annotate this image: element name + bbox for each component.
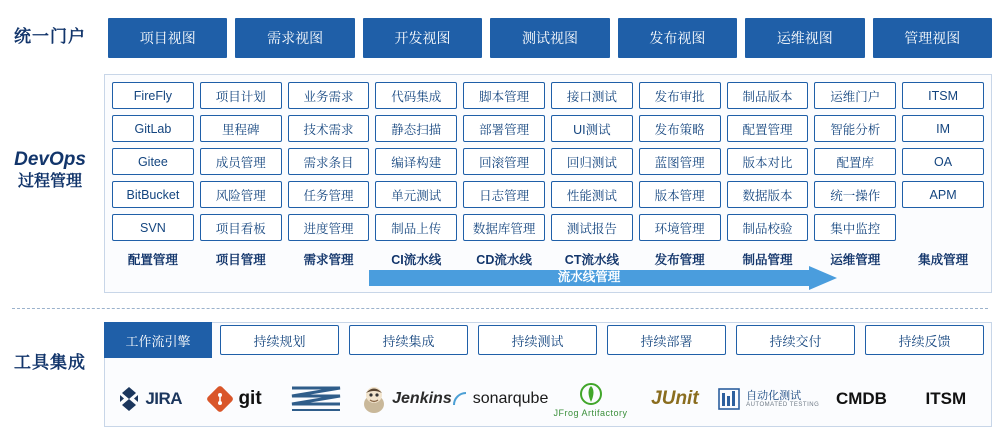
tool-logo-jfrog (548, 381, 632, 418)
portal-view-operations[interactable]: 运维视图 (745, 18, 864, 58)
tool-logo-jenkins-label: Jenkins (392, 390, 452, 407)
jira-icon (118, 386, 140, 412)
tool-logo-sonarqube-label: sonarqube (472, 390, 549, 407)
column-cd-pipeline (463, 82, 545, 269)
portal-view-project[interactable]: 项目视图 (108, 18, 227, 58)
column-title-requirement-management: 需求管理 (303, 253, 354, 267)
column-project-management (200, 82, 282, 269)
cell-code-integration[interactable]: 代码集成 (375, 82, 457, 109)
tool-logo-sonarqube (452, 390, 549, 408)
cell-technical-requirement[interactable]: 技术需求 (288, 115, 370, 142)
tool-logo-automation-test-label: 自动化测试 (746, 389, 802, 402)
pipeline-arrow-label: 流水线管理 (557, 270, 621, 284)
row-label-devops-en: DevOps (14, 149, 86, 170)
column-title-integration-management: 集成管理 (918, 253, 969, 267)
cell-interface-test[interactable]: 接口测试 (551, 82, 633, 109)
cell-unified-operation[interactable]: 统一操作 (814, 181, 896, 208)
cell-project-plan[interactable]: 项目计划 (200, 82, 282, 109)
portal-view-test[interactable]: 测试视图 (490, 18, 609, 58)
cell-performance-test[interactable]: 性能测试 (551, 181, 633, 208)
column-release-management (639, 82, 721, 269)
column-title-operations-management: 运维管理 (830, 253, 881, 267)
cell-regression-test[interactable]: 回归测试 (551, 148, 633, 175)
git-icon (207, 386, 233, 412)
tool-logo-git (192, 386, 276, 412)
cell-member-management[interactable]: 成员管理 (200, 148, 282, 175)
cell-release-strategy[interactable]: 发布策略 (639, 115, 721, 142)
tool-logo-junit (633, 388, 717, 410)
cell-config-library[interactable]: 配置库 (814, 148, 896, 175)
cell-static-scan[interactable]: 静态扫描 (375, 115, 457, 142)
column-ct-pipeline (551, 82, 633, 269)
workflow-row (104, 322, 992, 358)
column-title-cd-pipeline: CD流水线 (476, 253, 532, 267)
column-title-ct-pipeline: CT流水线 (564, 253, 619, 267)
tool-logo-automation-test (717, 386, 819, 412)
cell-risk-management[interactable]: 风险管理 (200, 181, 282, 208)
cell-project-board[interactable]: 项目看板 (200, 214, 282, 241)
cell-rollback-management[interactable]: 回滚管理 (463, 148, 545, 175)
portal-view-requirement[interactable]: 需求视图 (235, 18, 354, 58)
tool-logo-junit-label: JUnit (651, 388, 699, 409)
pipeline-arrow (369, 267, 842, 289)
cell-unit-test[interactable]: 单元测试 (375, 181, 457, 208)
cell-ui-test[interactable]: UI测试 (551, 115, 633, 142)
tool-logo-itsm (904, 389, 988, 409)
row-label-devops (0, 148, 100, 192)
workflow-stage-delivery[interactable]: 持续交付 (736, 325, 855, 355)
column-config-management (112, 82, 194, 269)
cell-script-management[interactable]: 脚本管理 (463, 82, 545, 109)
tool-logo-automation-test-sublabel: AUTOMATED TESTING (746, 401, 820, 408)
tool-logo-jfrog-label: JFrog Artifactory (553, 407, 628, 418)
cell-itsm[interactable]: ITSM (902, 82, 984, 109)
pipeline-arrow-head-icon (809, 266, 837, 290)
portal-views-row (108, 18, 992, 58)
cell-artifact-config-management[interactable]: 配置管理 (727, 115, 809, 142)
tool-logos-row (108, 372, 988, 426)
workflow-engine-label: 工作流引擎 (104, 322, 212, 358)
tool-logo-git-label: git (238, 388, 262, 409)
column-integration-management (902, 82, 984, 269)
jfrog-icon (579, 381, 603, 407)
cell-version-compare[interactable]: 版本对比 (727, 148, 809, 175)
sonarqube-icon (452, 391, 468, 407)
cell-task-management[interactable]: 任务管理 (288, 181, 370, 208)
sonarsource-icon (286, 382, 346, 416)
devops-columns (112, 82, 984, 269)
cell-database-management[interactable]: 数据库管理 (463, 214, 545, 241)
portal-view-development[interactable]: 开发视图 (363, 18, 482, 58)
cell-version-management[interactable]: 版本管理 (639, 181, 721, 208)
cell-compile-build[interactable]: 编译构建 (375, 148, 457, 175)
cell-oa[interactable]: OA (902, 148, 984, 175)
tool-logo-jenkins (361, 384, 452, 414)
tool-logo-itsm-label: ITSM (925, 389, 967, 408)
cell-intelligent-analysis[interactable]: 智能分析 (814, 115, 896, 142)
cell-svn[interactable]: SVN (112, 214, 194, 241)
cell-im[interactable]: IM (902, 115, 984, 142)
workflow-stage-testing[interactable]: 持续测试 (478, 325, 597, 355)
column-title-project-management: 项目管理 (215, 253, 266, 267)
tool-logo-jira (108, 386, 192, 412)
tool-logo-cmdb-label: CMDB (835, 389, 887, 408)
cell-ops-portal[interactable]: 运维门户 (814, 82, 896, 109)
workflow-stage-planning[interactable]: 持续规划 (220, 325, 339, 355)
cell-apm[interactable]: APM (902, 181, 984, 208)
portal-view-release[interactable]: 发布视图 (618, 18, 737, 58)
cell-integration-empty (902, 214, 984, 241)
tool-logo-cmdb (819, 389, 903, 409)
workflow-stage-feedback[interactable]: 持续反馈 (865, 325, 984, 355)
tool-logo-sonarsource (277, 382, 361, 416)
cell-gitee[interactable]: Gitee (112, 148, 194, 175)
portal-view-management[interactable]: 管理视图 (873, 18, 992, 58)
cell-milestone[interactable]: 里程碑 (200, 115, 282, 142)
jenkins-icon (361, 384, 387, 414)
cell-firefly[interactable]: FireFly (112, 82, 194, 109)
tool-logo-jira-label: JIRA (145, 389, 183, 408)
cell-progress-management[interactable]: 进度管理 (288, 214, 370, 241)
automation-test-icon (717, 386, 741, 412)
workflow-stages (212, 322, 992, 358)
cell-artifact-upload[interactable]: 制品上传 (375, 214, 457, 241)
cell-environment-management[interactable]: 环境管理 (639, 214, 721, 241)
cell-artifact-verify[interactable]: 制品校验 (727, 214, 809, 241)
cell-test-report[interactable]: 测试报告 (551, 214, 633, 241)
column-title-release-management: 发布管理 (654, 253, 705, 267)
cell-artifact-version[interactable]: 制品版本 (727, 82, 809, 109)
column-requirement-management (288, 82, 370, 269)
cell-data-version[interactable]: 数据版本 (727, 181, 809, 208)
cell-bitbucket[interactable]: BitBucket (112, 181, 194, 208)
workflow-stage-deployment[interactable]: 持续部署 (607, 325, 726, 355)
row-label-portal: 统一门户 (14, 27, 86, 46)
cell-centralized-monitoring[interactable]: 集中监控 (814, 214, 896, 241)
cell-requirement-item[interactable]: 需求条目 (288, 148, 370, 175)
column-ci-pipeline (375, 82, 457, 269)
cell-log-management[interactable]: 日志管理 (463, 181, 545, 208)
row-label-tools: 工具集成 (14, 353, 86, 372)
cell-deploy-management[interactable]: 部署管理 (463, 115, 545, 142)
column-artifact-management (727, 82, 809, 269)
column-title-ci-pipeline: CI流水线 (391, 253, 442, 267)
column-title-artifact-management: 制品管理 (742, 253, 793, 267)
section-divider (12, 308, 988, 309)
row-label-devops-cn: 过程管理 (17, 172, 82, 190)
column-operations-management (814, 82, 896, 269)
cell-blueprint-management[interactable]: 蓝图管理 (639, 148, 721, 175)
workflow-stage-integration[interactable]: 持续集成 (349, 325, 468, 355)
cell-gitlab[interactable]: GitLab (112, 115, 194, 142)
cell-release-approval[interactable]: 发布审批 (639, 82, 721, 109)
column-title-config-management: 配置管理 (127, 253, 178, 267)
cell-business-requirement[interactable]: 业务需求 (288, 82, 370, 109)
